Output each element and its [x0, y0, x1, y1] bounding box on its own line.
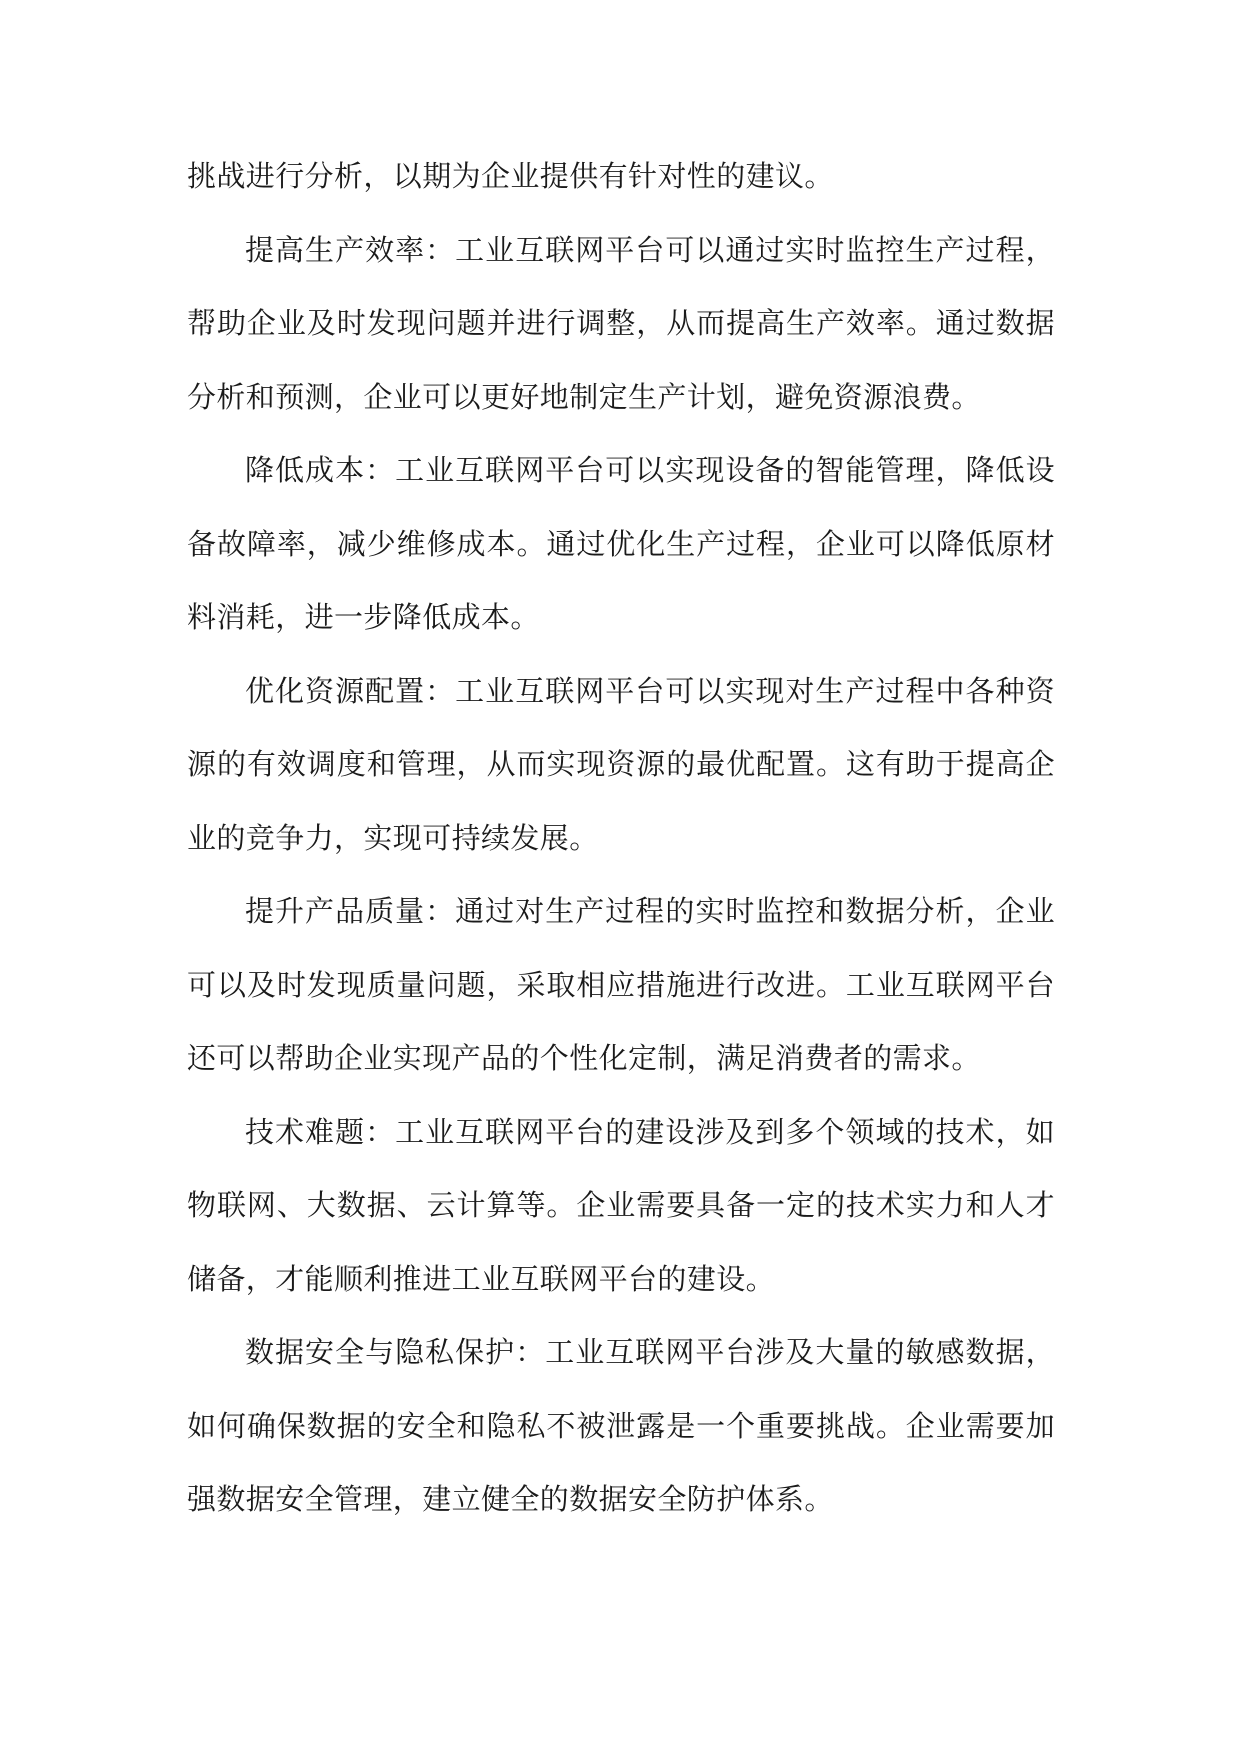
paragraph-technical-challenges: 技术难题：工业互联网平台的建设涉及到多个领域的技术，如物联网、大数据、云计算等。企业需要具备一定的技术实力和人才储备，才能顺利推进工业互联网平台的建设。 — [187, 1114, 1055, 1296]
paragraph-resource-allocation: 优化资源配置：工业互联网平台可以实现对生产过程中各种资源的有效调度和管理，从而实现资源的最优配置。这有助于提高企业的竞争力，实现可持续发展。 — [187, 673, 1055, 855]
paragraph-cost-reduction: 降低成本：工业互联网平台可以实现设备的智能管理，降低设备故障率，减少维修成本。通过优化生产过程，企业可以降低原材料消耗，进一步降低成本。 — [187, 453, 1055, 634]
paragraph-data-security: 数据安全与隐私保护：工业互联网平台涉及大量的敏感数据，如何确保数据的安全和隐私不被泄露是一个重要挑战。企业需要加强数据安全管理，建立健全的数据安全防护体系。 — [187, 1335, 1055, 1516]
paragraph-continuation: 挑战进行分析，以期为企业提供有针对性的建议。 — [187, 159, 834, 193]
document-body — [187, 140, 1055, 1537]
paragraph-production-efficiency: 提高生产效率：工业互联网平台可以通过实时监控生产过程，帮助企业及时发现问题并进行调整，从而提高生产效率。通过数据分析和预测，企业可以更好地制定生产计划，避免资源浪费。 — [187, 232, 1055, 414]
paragraph-product-quality: 提升产品质量：通过对生产过程的实时监控和数据分析，企业可以及时发现质量问题，采取相应措施进行改进。工业互联网平台还可以帮助企业实现产品的个性化定制，满足消费者的需求。 — [187, 894, 1055, 1075]
